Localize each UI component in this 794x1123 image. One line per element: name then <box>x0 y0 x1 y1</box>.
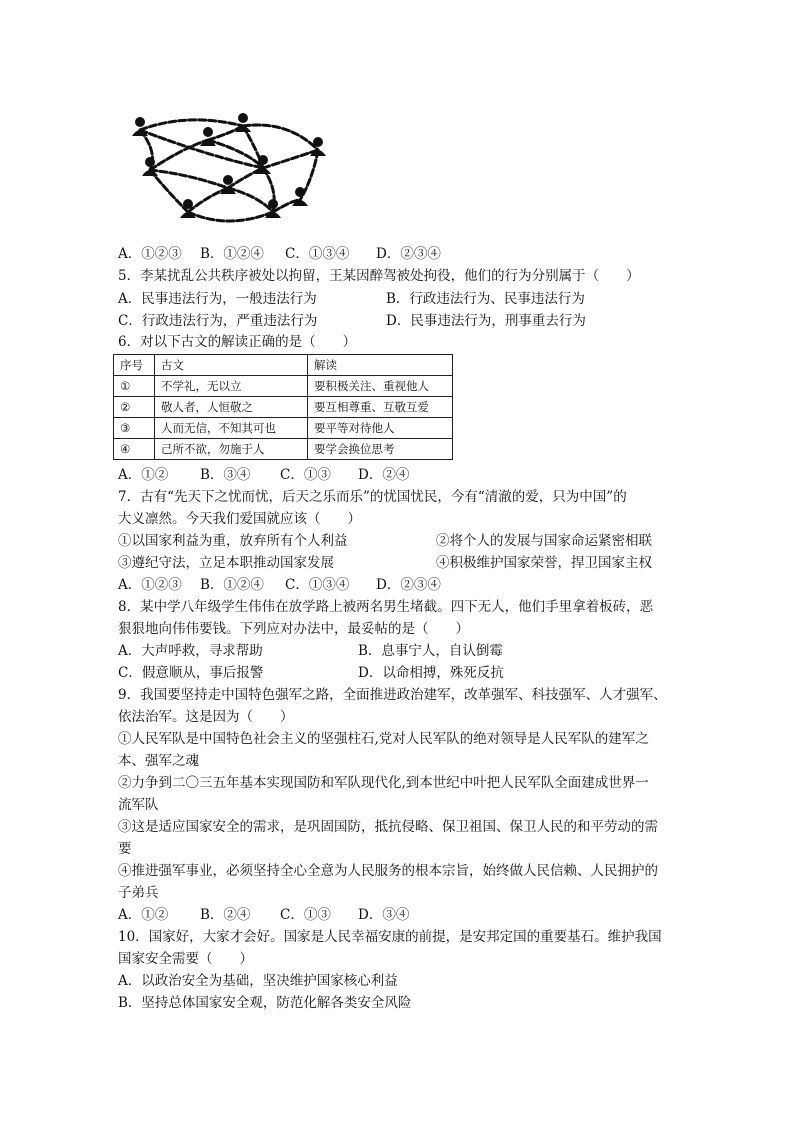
row-interpretation: 要学会换位思考 <box>308 439 453 460</box>
q7-item-2: ②将个人的发展与国家命运紧密相联 <box>436 533 652 549</box>
table-row <box>114 418 453 439</box>
q8-option-d: D．以命相搏，殊死反抗 <box>358 665 504 681</box>
q4-options <box>118 244 441 264</box>
q8-stem-line1: 8．某中学八年级学生伟伟在放学路上被两名男生堵截。四下无人，他们手里拿着板砖，恶 <box>118 599 654 615</box>
q7-option-d: D．②③④ <box>376 577 441 593</box>
row-interpretation: 要互相尊重、互敬互爱 <box>308 397 453 418</box>
q5-option-b: B．行政违法行为、民事违法行为 <box>386 291 585 307</box>
q6-option-d: D．②④ <box>358 467 410 483</box>
q7-item-1: ①以国家利益为重，放弃所有个人利益 <box>118 533 348 549</box>
q6-options <box>118 465 409 485</box>
ancient-text-table <box>113 354 453 460</box>
row-interpretation: 要平等对待他人 <box>308 418 453 439</box>
q8-option-a: A．大声呼救，寻求帮助 <box>118 643 263 659</box>
table-row <box>114 439 453 460</box>
q7-option-b: B．①②④ <box>200 577 264 593</box>
q7-item-3: ③遵纪守法，立足本职推动国家发展 <box>118 555 334 571</box>
q8-option-b: B．息事宁人，自认倒霉 <box>358 643 503 659</box>
q9-option-c: C．①③ <box>280 907 331 923</box>
table-header-row <box>114 355 453 376</box>
q9-line: 依法治军。这是因为（ ） <box>118 709 294 725</box>
q9-line: ①人民军队是中国特色社会主义的坚强柱石,党对人民军队的绝对领导是人民军队的建军之 <box>118 731 649 747</box>
header-interpretation: 解读 <box>308 355 453 376</box>
q9-option-a: A．①② <box>118 907 169 923</box>
row-ancient-text: 敬人者，人恒敬之 <box>155 397 308 418</box>
q7-item-4: ④积极维护国家荣誉，捍卫国家主权 <box>436 555 652 571</box>
q5-option-a: A．民事违法行为，一般违法行为 <box>118 291 317 307</box>
q7-items-row1 <box>118 531 652 551</box>
q9-line: ③这是适应国家安全的需求，是巩固国防，抵抗侵略、保卫祖国、保卫人民的和平劳动的需 <box>118 819 658 835</box>
row-ancient-text: 不学礼，无以立 <box>155 376 308 397</box>
q10-option-a: A．以政治安全为基础，坚决维护国家核心利益 <box>118 973 398 989</box>
row-number: ② <box>114 397 155 418</box>
q5-option-c: C．行政违法行为，严重违法行为 <box>118 313 318 329</box>
header-ancient-text: 古文 <box>155 355 308 376</box>
row-ancient-text: 己所不欲，勿施于人 <box>155 439 308 460</box>
q5-options-row1 <box>118 289 585 309</box>
q4-option-b: B．①②④ <box>200 246 264 262</box>
q7-stem-line2: 大义凛然。今天我们爱国就应该（ ） <box>118 511 361 527</box>
q8-options-row2 <box>118 663 504 683</box>
q6-stem: 6．对以下古文的解读正确的是（ ） <box>118 334 357 350</box>
q7-options <box>118 575 441 595</box>
q8-options-row1 <box>118 641 503 661</box>
q7-stem-line1: 7．古有“先天下之忧而忧，后天之乐而乐”的忧国忧民，今有“清澈的爱，只为中国”的 <box>118 489 627 505</box>
q5-stem: 5．李某扰乱公共秩序被处以拘留，王某因醉驾被处拘役，他们的行为分别属于（ ） <box>118 268 640 284</box>
q6-option-c: C．①③ <box>280 467 331 483</box>
q9-option-b: B．②④ <box>200 907 251 923</box>
header-number: 序号 <box>114 355 155 376</box>
table-row <box>114 397 453 418</box>
q7-items-row2 <box>118 553 652 573</box>
q9-options <box>118 905 409 925</box>
row-number: ① <box>114 376 155 397</box>
q9-line: 要 <box>118 841 132 857</box>
q5-options-row2 <box>118 311 586 331</box>
q9-line: 9．我国要坚持走中国特色强军之路，全面推进政治建军，改革强军、科技强军、人才强军、 <box>118 687 667 703</box>
q10-stem-line1: 10．国家好，大家才会好。国家是人民幸福安康的前提，是安邦定国的重要基石。维护我国 <box>118 929 662 945</box>
row-interpretation: 要积极关注、重视他人 <box>308 376 453 397</box>
row-number: ③ <box>114 418 155 439</box>
row-number: ④ <box>114 439 155 460</box>
q9-line: 子弟兵 <box>118 885 159 901</box>
q4-option-d: D．②③④ <box>376 246 441 262</box>
people-network-illustration <box>128 112 358 234</box>
row-ancient-text: 人而无信，不知其可也 <box>155 418 308 439</box>
q8-option-c: C．假意顺从，事后报警 <box>118 665 264 681</box>
q9-option-d: D．③④ <box>358 907 410 923</box>
q7-option-a: A．①②③ <box>118 577 182 593</box>
q10-option-b: B．坚持总体国家安全观，防范化解各类安全风险 <box>118 995 412 1011</box>
q9-line: 流军队 <box>118 797 159 813</box>
q9-line: ②力争到二〇三五年基本实现国防和军队现代化,到本世纪中叶把人民军队全面建成世界一 <box>118 775 649 791</box>
q9-line: 本、强军之魂 <box>118 753 199 769</box>
q9-line: ④推进强军事业，必须坚持全心全意为人民服务的根本宗旨，始终做人民信赖、人民拥护的 <box>118 863 658 879</box>
q6-option-b: B．③④ <box>200 467 251 483</box>
q8-stem-line2: 狠狠地向伟伟要钱。下列应对办法中，最妥帖的是（ ） <box>118 621 469 637</box>
q4-option-a: A．①②③ <box>118 246 182 262</box>
q5-option-d: D．民事违法行为，刑事重去行为 <box>386 313 586 329</box>
table-row <box>114 376 453 397</box>
q4-option-c: C．①③④ <box>285 246 350 262</box>
q6-option-a: A．①② <box>118 467 169 483</box>
q10-stem-line2: 国家安全需要（ ） <box>118 951 253 967</box>
q7-option-c: C．①③④ <box>285 577 350 593</box>
